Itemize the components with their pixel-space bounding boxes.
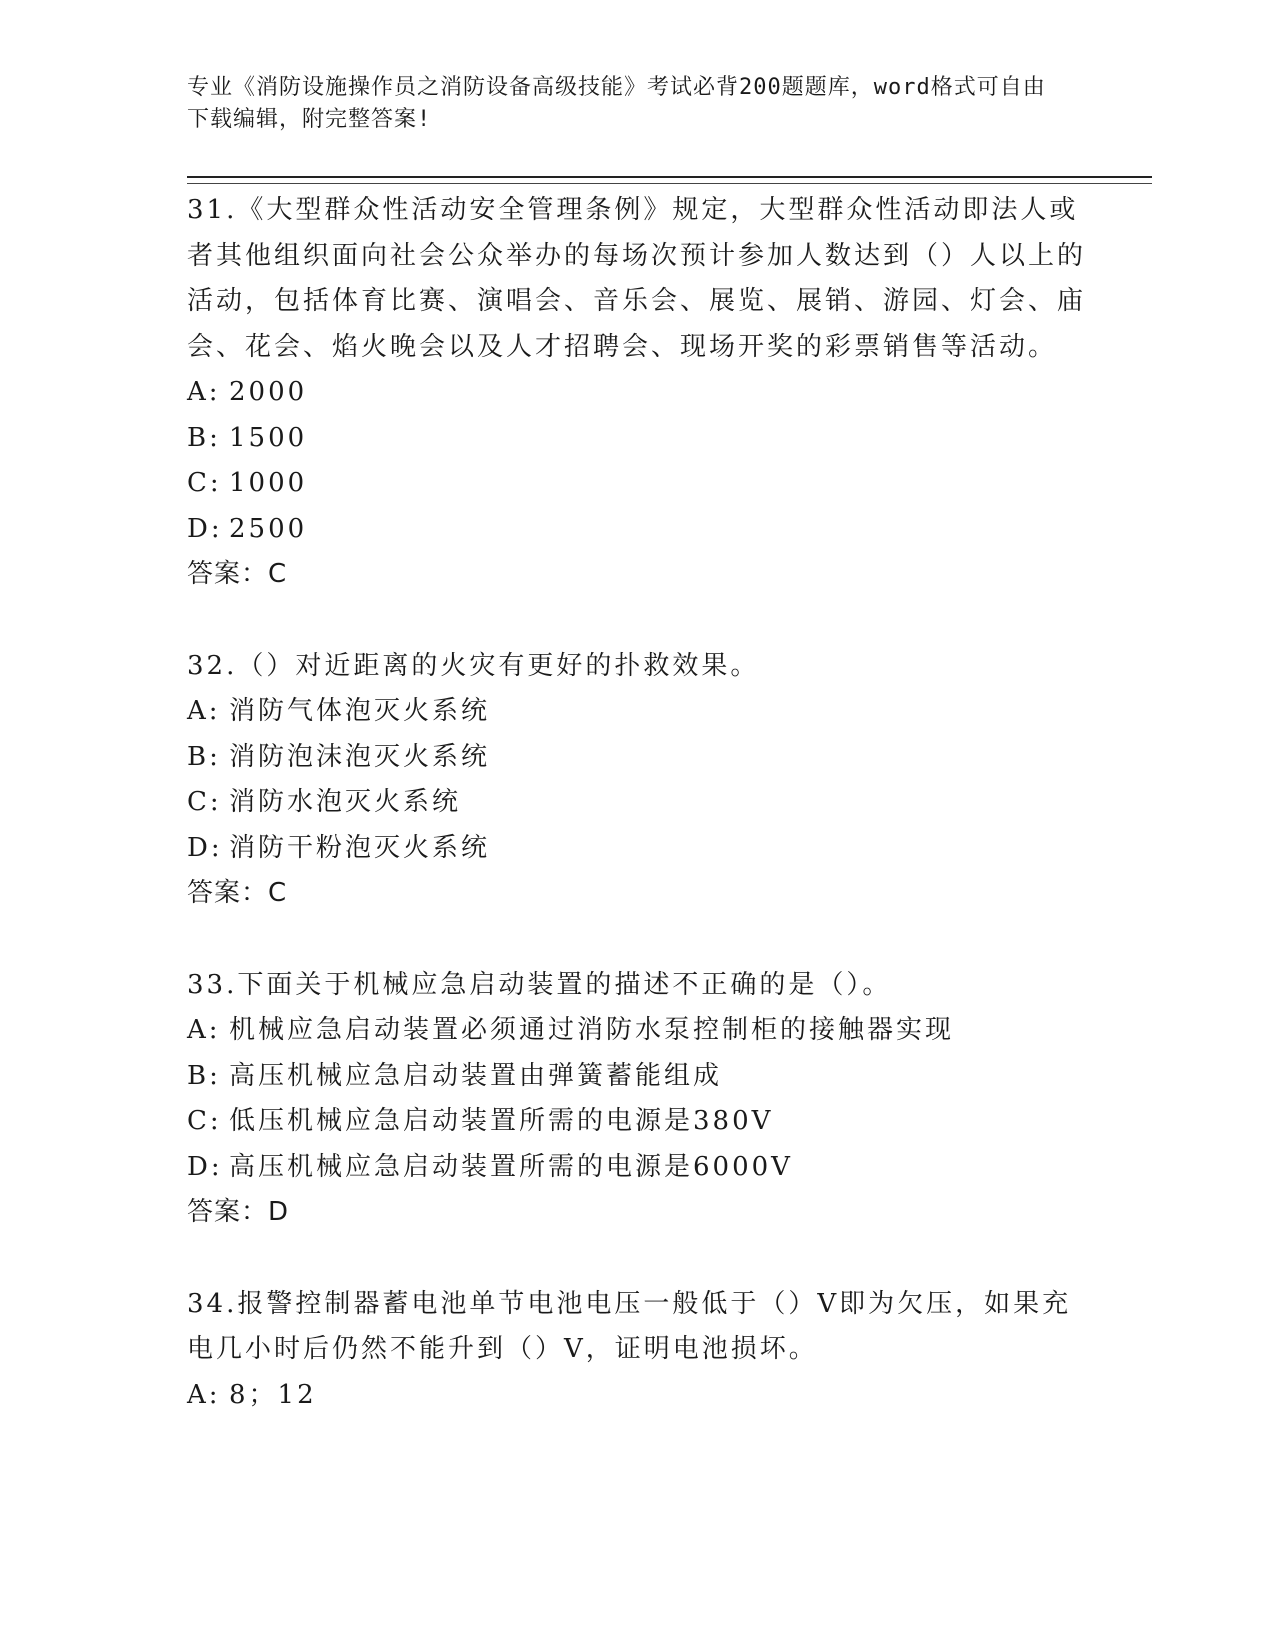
option-value: 2000 <box>229 377 308 407</box>
option-b <box>187 735 1087 781</box>
option-key: C: <box>187 787 222 817</box>
document-header: 专业《消防设施操作员之消防设备高级技能》考试必背200题题库，word格式可自由下载编辑，附完整答案! <box>187 75 1046 132</box>
option-key: D: <box>187 1151 223 1182</box>
option-value: 1500 <box>229 422 308 453</box>
header-divider <box>187 176 1152 178</box>
option-value: 高压机械应急启动装置由弹簧蓄能组成 <box>229 1060 723 1091</box>
option-d <box>187 826 1087 872</box>
option-key: C: <box>187 468 222 498</box>
answer-line: 答案：C <box>187 878 288 908</box>
option-a <box>187 370 1087 416</box>
answer-line: 答案：D <box>187 1197 290 1227</box>
option-value: 8；12 <box>229 1379 317 1410</box>
option-key: C: <box>187 1106 222 1136</box>
question-text: 33.下面关于机械应急启动装置的描述不正确的是（）。 <box>187 969 892 1000</box>
question-text: 31.《大型群众性活动安全管理条例》规定，大型群众性活动即法人或者其他组织面向社会公众举办的每场次预计参加人数达到（）人以上的活动，包括体育比赛、演唱会、音乐会、展览、展销、游园、灯会、庙会、花会、焰火晚会以及人才招聘会、现场开奖的彩票销售等活动。 <box>187 195 1087 362</box>
option-d <box>187 1145 1087 1191</box>
question-32 <box>187 644 1087 917</box>
option-key: A: <box>187 377 221 407</box>
option-value: 消防水泡灭火系统 <box>229 787 462 817</box>
option-value: 低压机械应急启动装置所需的电源是380V <box>229 1106 774 1136</box>
option-key: B: <box>187 741 221 772</box>
option-a <box>187 689 1087 735</box>
option-key: B: <box>187 1060 221 1091</box>
option-key: D: <box>187 832 223 863</box>
option-key: B: <box>187 422 221 453</box>
option-d <box>187 507 1087 553</box>
option-value: 高压机械应急启动装置所需的电源是6000V <box>229 1151 793 1182</box>
option-value: 消防泡沫泡灭火系统 <box>229 741 491 772</box>
option-value: 2500 <box>229 513 308 544</box>
question-text: 34.报警控制器蓄电池单节电池电压一般低于（）V即为欠压，如果充电几小时后仍然不能升到（）V，证明电池损坏。 <box>187 1288 1072 1364</box>
option-key: A: <box>187 696 221 726</box>
question-33 <box>187 963 1087 1236</box>
option-key: D: <box>187 513 223 544</box>
option-key: A: <box>187 1015 221 1045</box>
option-c <box>187 461 1087 507</box>
answer-line: 答案：C <box>187 559 288 589</box>
question-list <box>187 188 1087 1464</box>
question-31 <box>187 188 1087 598</box>
option-key: A: <box>187 1379 221 1410</box>
option-a <box>187 1008 1087 1054</box>
option-value: 1000 <box>229 468 308 498</box>
option-a <box>187 1373 1087 1419</box>
question-34 <box>187 1282 1087 1419</box>
question-text: 32.（）对近距离的火灾有更好的扑救效果。 <box>187 650 760 681</box>
option-value: 机械应急启动装置必须通过消防水泵控制柜的接触器实现 <box>229 1015 955 1045</box>
header-divider-thin <box>187 183 1152 184</box>
option-c <box>187 1099 1087 1145</box>
option-b <box>187 416 1087 462</box>
option-value: 消防干粉泡灭火系统 <box>229 832 491 863</box>
option-c <box>187 780 1087 826</box>
option-b <box>187 1054 1087 1100</box>
option-value: 消防气体泡灭火系统 <box>229 696 491 726</box>
